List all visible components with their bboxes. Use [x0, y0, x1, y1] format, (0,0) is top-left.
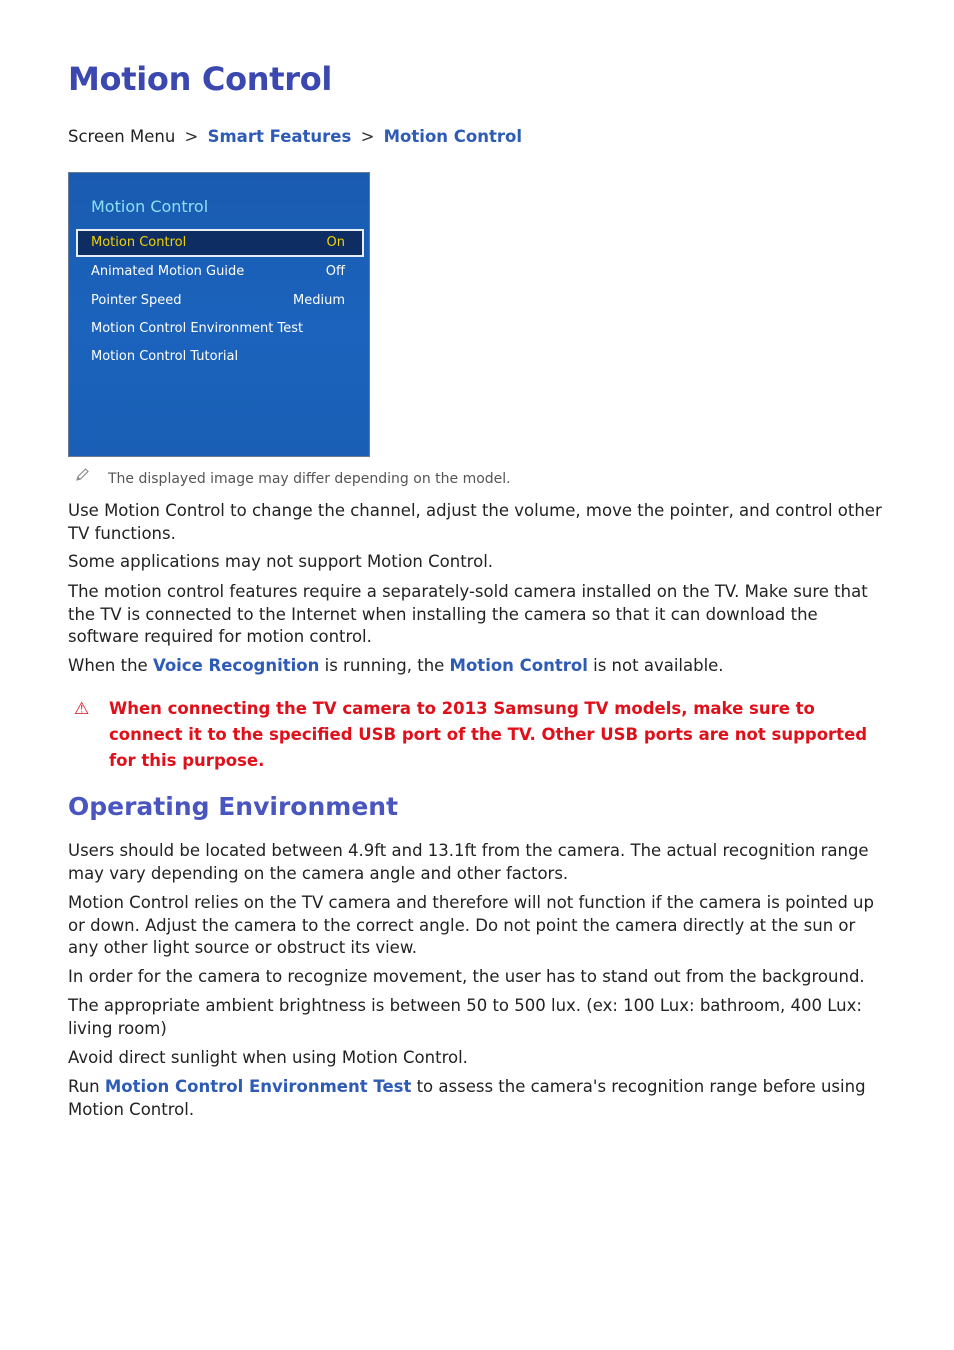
paragraph-intro: Use Motion Control to change the channel, adjust the volume, move the pointer, and control other TV functions. — [68, 501, 882, 543]
tv-menu-item-label: Motion Control — [91, 235, 187, 250]
image-note — [74, 467, 511, 487]
note-text: The displayed image may differ depending on the model. — [108, 471, 511, 487]
tv-menu-item-label: Motion Control Tutorial — [91, 349, 239, 364]
breadcrumb-motion-control-link[interactable]: Motion Control — [383, 127, 522, 146]
pencil-icon — [74, 467, 96, 487]
tv-menu-item-pointer-speed — [76, 287, 364, 315]
paragraph-brightness: The appropriate ambient brightness is between 50 to 500 lux. (ex: 100 Lux: bathroom, 400 Lux: living room) — [68, 996, 862, 1038]
breadcrumb-smart-features-link[interactable]: Smart Features — [207, 127, 352, 146]
tv-menu-item-motion-control — [76, 229, 364, 257]
warning-text: When connecting the TV camera to 2013 Samsung TV models, make sure to connect it to the specified USB port of the TV. Other USB ports are not supported for this purpose. — [109, 699, 868, 770]
section-heading: Operating Environment — [68, 792, 399, 821]
tv-menu-title: Motion Control — [91, 197, 209, 216]
breadcrumb-root: Screen Menu — [68, 127, 176, 146]
chevron-right-icon: > — [360, 127, 375, 146]
tv-menu-item-value: Medium — [293, 293, 345, 308]
paragraph-camera-requirement: The motion control features require a separately-sold camera installed on the TV. Make sure that the TV is connected to the Internet when installing the camera so that it can download the software required for motion control. — [68, 582, 868, 646]
tv-menu-item-value: On — [326, 235, 345, 250]
motion-control-link[interactable]: Motion Control — [449, 656, 588, 675]
paragraph-sunlight: Avoid direct sunlight when using Motion Control. — [68, 1048, 468, 1067]
paragraph-app-support: Some applications may not support Motion Control. — [68, 552, 494, 571]
tv-menu-item-tutorial — [76, 343, 364, 371]
warning-triangle-icon: ⚠ — [74, 699, 90, 719]
chevron-right-icon: > — [184, 127, 199, 146]
tv-menu-item-animated-motion-guide — [76, 258, 364, 286]
page-title: Motion Control — [68, 60, 333, 98]
paragraph-distance: Users should be located between 4.9ft and 13.1ft from the camera. The actual recognition range may vary depending on the camera angle and other factors. — [68, 841, 869, 883]
voice-recognition-link[interactable]: Voice Recognition — [152, 656, 320, 675]
text-segment: Run — [68, 1077, 105, 1096]
text-segment: is not available. — [587, 656, 724, 675]
environment-test-link[interactable]: Motion Control Environment Test — [104, 1077, 412, 1096]
paragraph-camera-angle: Motion Control relies on the TV camera and therefore will not function if the camera is pointed up or down. Adjust the camera to the correct angle. Do not point the camera directly at the sun or any other light source or obstruct its view. — [68, 893, 874, 957]
text-segment: When the — [68, 656, 153, 675]
tv-menu-item-environment-test — [76, 315, 364, 343]
breadcrumb — [68, 127, 522, 146]
tv-menu-item-label: Motion Control Environment Test — [91, 321, 304, 336]
tv-menu-item-value: Off — [325, 264, 345, 279]
text-segment: is running, the — [319, 656, 450, 675]
paragraph-background: In order for the camera to recognize movement, the user has to stand out from the background. — [68, 967, 865, 986]
tv-menu-screenshot — [68, 172, 370, 457]
paragraph-voice-recognition — [68, 655, 886, 678]
warning-callout — [74, 696, 886, 774]
tv-menu-item-label: Animated Motion Guide — [91, 264, 245, 279]
paragraph-environment-test — [68, 1076, 886, 1121]
text-segment: to assess the camera's recognition range before using Motion Control. — [68, 1077, 866, 1119]
tv-menu-item-label: Pointer Speed — [91, 293, 182, 308]
